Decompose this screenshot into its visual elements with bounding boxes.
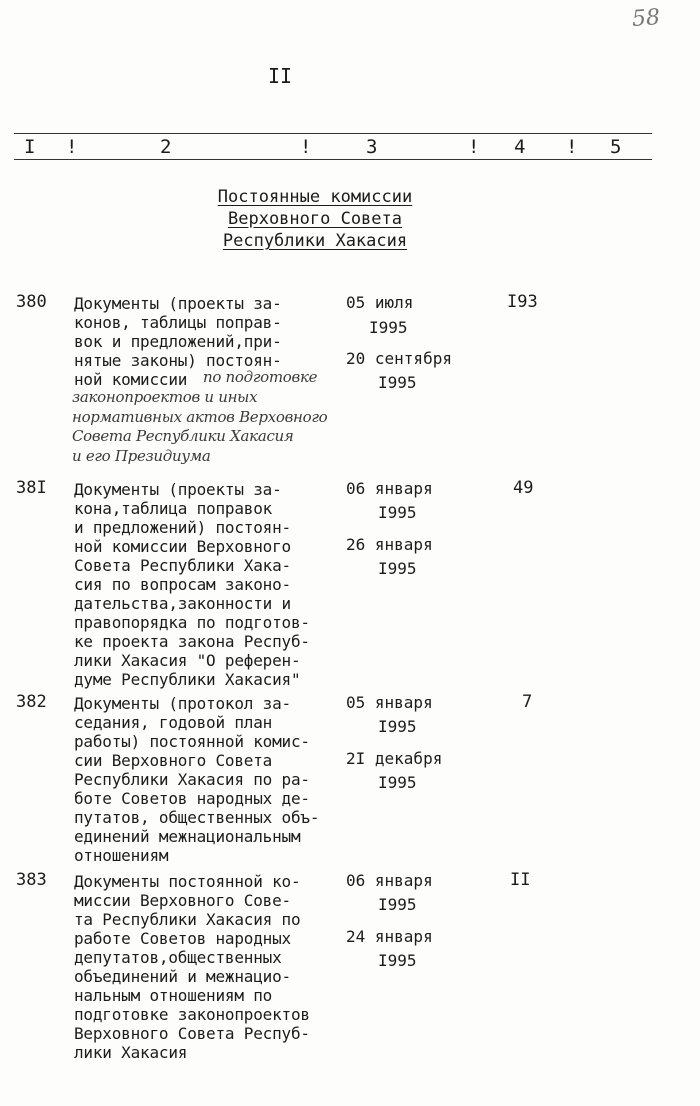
description-line: ке проекта закона Респуб-: [74, 632, 310, 651]
description-line: подготовке законопроектов: [74, 1005, 310, 1024]
description-line: депутатов,общественных: [74, 948, 282, 967]
date-end: 20 сентября: [346, 349, 452, 368]
date-end: 2I декабря: [346, 749, 443, 768]
column-separator: !: [468, 136, 480, 158]
section-title-line: Республики Хакасия: [222, 231, 408, 251]
description-line: Документы постоянной ко-: [74, 872, 301, 891]
column-header-1: I: [24, 136, 36, 158]
record-description: [74, 694, 319, 865]
date-start: 06 января: [346, 479, 433, 498]
description-line: нятые законы) постоян-: [74, 351, 282, 370]
record-number: 38I: [16, 478, 47, 498]
description-line: Совета Республики Хака-: [74, 556, 291, 575]
header-bottom-rule: [14, 159, 652, 160]
description-line: вок и предложений,при-: [74, 332, 282, 351]
header-top-rule: [14, 133, 652, 134]
description-line: и предложений) постоян-: [74, 518, 291, 537]
sheet-count: 49: [513, 478, 534, 498]
section-title: [120, 186, 510, 252]
description-line: боте Советов народных де-: [74, 789, 310, 808]
sheet-count: 7: [522, 692, 533, 712]
description-line: Документы (проекты за-: [74, 480, 282, 499]
description-line: единений межнациональным: [74, 827, 301, 846]
description-line: ной комиссии: [74, 370, 188, 389]
description-line: та Республики Хакасия по: [74, 910, 301, 929]
column-header-3: 3: [366, 136, 378, 158]
column-separator: !: [66, 136, 78, 158]
year-end: I995: [378, 559, 417, 578]
year-start: I995: [369, 318, 408, 337]
description-line: путатов, общественных объ-: [74, 808, 320, 827]
date-end: 24 января: [346, 927, 433, 946]
record-description: [74, 872, 310, 1062]
page-number: II: [267, 64, 293, 88]
handwritten-line: и его Президиума: [72, 446, 211, 465]
description-line: сии Верховного Совета: [74, 751, 273, 770]
description-line: отношениям: [74, 846, 169, 865]
record-description: [74, 480, 310, 689]
date-end: 26 января: [346, 535, 433, 554]
sheet-number: 58: [631, 5, 661, 32]
column-header-2: 2: [160, 136, 172, 158]
description-line: Республики Хакасия по ра-: [74, 770, 310, 789]
description-line: лики Хакасия: [74, 1043, 188, 1062]
year-end: I995: [378, 951, 417, 970]
section-title-line: Постоянные комиссии: [217, 187, 413, 207]
description-line: работы) постоянной комис-: [74, 732, 310, 751]
column-header-4: 4: [514, 136, 526, 158]
description-line: конов, таблицы поправ-: [74, 313, 282, 332]
description-line: дательства,законности и: [74, 594, 291, 613]
description-line: объединений и межнацио-: [74, 967, 291, 986]
description-line: лики Хакасия "О референ-: [74, 651, 301, 670]
handwritten-line: Совета Республики Хакасия: [72, 427, 294, 445]
section-title-line: Верховного Совета: [228, 209, 402, 229]
description-line: правопорядка по подготов-: [74, 613, 310, 632]
year-start: I995: [378, 717, 417, 736]
date-start: 05 июля: [346, 293, 414, 312]
sheet-count: II: [510, 870, 531, 890]
description-line: думе Республики Хакасия": [74, 670, 301, 689]
description-line: сия по вопросам законо-: [74, 575, 291, 594]
date-start: 05 января: [346, 693, 433, 712]
record-number: 383: [16, 870, 47, 890]
handwritten-line: нормативных актов Верховного: [72, 407, 328, 426]
description-line: ной комиссии Верховного: [74, 537, 291, 556]
handwritten-annotation: [72, 388, 327, 466]
description-line: Документы (протокол за-: [74, 694, 291, 713]
record-number: 382: [16, 692, 47, 712]
sheet-count: I93: [507, 292, 538, 312]
description-line: седания, годовой план: [74, 713, 273, 732]
description-line: Верховного Совета Респуб-: [74, 1024, 310, 1043]
column-separator: !: [566, 136, 578, 158]
description-line: работе Советов народных: [74, 929, 291, 948]
year-end: I995: [378, 773, 417, 792]
handwritten-annotation: по подготовке: [203, 368, 318, 386]
description-line: нальным отношениям по: [74, 986, 273, 1005]
date-start: 06 января: [346, 871, 433, 890]
year-start: I995: [378, 503, 417, 522]
description-line: кона,таблица поправок: [74, 499, 273, 518]
column-header-5: 5: [610, 136, 622, 158]
year-start: I995: [378, 895, 417, 914]
column-separator: !: [300, 136, 312, 158]
year-end: I995: [378, 373, 417, 392]
description-line: миссии Верховного Сове-: [74, 891, 291, 910]
handwritten-line: законопроектов и иных: [72, 388, 258, 406]
description-line: Документы (проекты за-: [74, 294, 282, 313]
record-number: 380: [16, 292, 47, 312]
